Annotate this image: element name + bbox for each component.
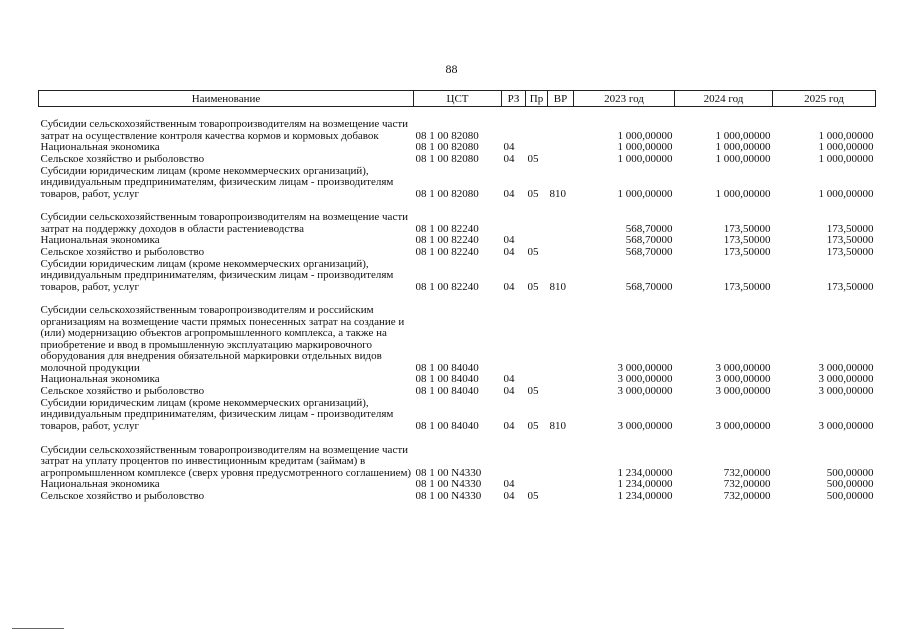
row-2025: 1 000,00000 xyxy=(818,141,874,153)
row-name: Сельское хозяйство и рыболовство xyxy=(40,245,205,258)
row-2023: 568,70000 xyxy=(625,234,673,246)
page-number: 88 xyxy=(445,62,458,76)
row-cst: 08 1 00 82080 xyxy=(415,187,479,200)
row-pr xyxy=(526,200,548,235)
row-name: Сельское хозяйство и рыболовство xyxy=(40,152,205,165)
budget-table xyxy=(38,90,876,502)
row-name: Субсидии юридическим лицам (кроме некоммерческих организаций), индивидуальным предпринимателям, физическим лицам - производителям товаров, работ, услуг xyxy=(40,396,394,432)
row-2024: 3 000,00000 xyxy=(715,373,771,385)
row-pr: 05 xyxy=(527,152,539,165)
row-vr xyxy=(548,386,574,398)
table-row xyxy=(39,293,876,374)
row-2023: 568,70000 xyxy=(625,222,673,235)
row-2024: 732,00000 xyxy=(723,489,771,502)
row-name: Субсидии сельскохозяйственным товаропроизводителям на возмещение части затрат на уплату процентов по инвестиционным кредитам (займам) в агропромышленном комплексе (сверх уровня предусмотренного соглашением) xyxy=(40,443,412,479)
row-2023: 3 000,00000 xyxy=(617,419,673,432)
row-name: Национальная экономика xyxy=(40,478,160,490)
row-name: Субсидии сельскохозяйственным товаропроизводителям и российским организациям на возмещение части прямых понесенных затрат на создание и (или) модернизацию объектов агропромышленного комплекса, а также на приобретение и ввод в промышленную эксплуатацию маркировочного оборудования для внедрения обязательной маркировки отдельных видов молочной продукции xyxy=(40,304,405,374)
row-2025: 173,50000 xyxy=(826,222,874,235)
row-rz: 04 xyxy=(503,373,515,385)
row-name: Национальная экономика xyxy=(40,373,160,385)
row-vr xyxy=(548,293,574,374)
row-cst: 08 1 00 84040 xyxy=(415,361,479,374)
row-vr: 810 xyxy=(549,419,566,432)
row-rz: 04 xyxy=(503,419,515,432)
row-cst: 08 1 00 82080 xyxy=(415,152,479,165)
table-row xyxy=(39,107,876,143)
row-2024: 173,50000 xyxy=(723,245,771,258)
header-vr: ВР xyxy=(548,91,574,107)
row-name: Субсидии сельскохозяйственным товаропроизводителям на возмещение части затрат на осуществление контроля качества кормов и кормовых добавок xyxy=(40,118,409,142)
row-2024: 1 000,00000 xyxy=(715,152,771,165)
table-row xyxy=(39,235,876,247)
table-row xyxy=(39,432,876,479)
row-2024: 1 000,00000 xyxy=(715,187,771,200)
row-cst: 08 1 00 84040 xyxy=(415,384,479,397)
row-2023: 568,70000 xyxy=(625,245,673,258)
row-2024: 1 000,00000 xyxy=(715,141,771,153)
row-2024: 173,50000 xyxy=(723,280,771,293)
row-pr: 05 xyxy=(527,419,539,432)
row-2025: 500,00000 xyxy=(826,478,874,490)
row-cst: 08 1 00 N4330 xyxy=(415,478,482,490)
row-2023: 3 000,00000 xyxy=(617,373,673,385)
row-name: Субсидии юридическим лицам (кроме некоммерческих организаций), индивидуальным предпринимателям, физическим лицам - производителям товаров, работ, услуг xyxy=(40,257,394,293)
row-vr xyxy=(548,432,574,479)
header-cst: ЦСТ xyxy=(414,91,502,107)
row-pr xyxy=(526,432,548,479)
row-pr: 05 xyxy=(527,280,539,293)
table-row xyxy=(39,479,876,491)
row-vr xyxy=(548,374,574,386)
row-2024: 173,50000 xyxy=(723,234,771,246)
row-rz: 04 xyxy=(503,187,515,200)
row-2025: 3 000,00000 xyxy=(818,419,874,432)
row-2024: 173,50000 xyxy=(723,222,771,235)
row-2023: 1 000,00000 xyxy=(617,187,673,200)
row-2024: 3 000,00000 xyxy=(715,384,771,397)
row-pr: 05 xyxy=(527,245,539,258)
row-rz: 04 xyxy=(503,384,515,397)
row-pr xyxy=(526,142,548,154)
row-rz: 04 xyxy=(503,141,515,153)
row-rz: 04 xyxy=(503,280,515,293)
row-rz xyxy=(502,107,526,143)
row-vr: 810 xyxy=(549,280,566,293)
row-2024: 3 000,00000 xyxy=(715,361,771,374)
header-2024: 2024 год xyxy=(675,91,773,107)
row-cst: 08 1 00 82240 xyxy=(415,245,479,258)
table-row xyxy=(39,386,876,398)
row-2023: 3 000,00000 xyxy=(617,384,673,397)
row-rz xyxy=(502,293,526,374)
row-rz xyxy=(502,432,526,479)
row-2025: 500,00000 xyxy=(826,466,874,479)
row-cst: 08 1 00 82240 xyxy=(415,234,479,246)
row-pr: 05 xyxy=(527,384,539,397)
row-pr: 05 xyxy=(527,489,539,502)
row-vr xyxy=(548,491,574,503)
row-vr xyxy=(548,154,574,166)
row-cst: 08 1 00 82240 xyxy=(415,280,479,293)
row-2025: 173,50000 xyxy=(826,234,874,246)
row-cst: 08 1 00 84040 xyxy=(415,419,479,432)
table-header-row xyxy=(39,91,876,107)
row-vr xyxy=(548,200,574,235)
row-2024: 1 000,00000 xyxy=(715,129,771,142)
row-pr xyxy=(526,235,548,247)
row-2023: 1 000,00000 xyxy=(617,141,673,153)
row-pr xyxy=(526,479,548,491)
row-name: Субсидии юридическим лицам (кроме некоммерческих организаций), индивидуальным предпринимателям, физическим лицам - производителям товаров, работ, услуг xyxy=(40,164,394,200)
table-row xyxy=(39,200,876,235)
row-vr xyxy=(548,235,574,247)
row-pr xyxy=(526,374,548,386)
row-name: Сельское хозяйство и рыболовство xyxy=(40,489,205,502)
row-2025: 1 000,00000 xyxy=(818,187,874,200)
row-vr xyxy=(548,142,574,154)
row-rz: 04 xyxy=(503,489,515,502)
row-name: Сельское хозяйство и рыболовство xyxy=(40,384,205,397)
table-row xyxy=(39,491,876,503)
header-rz: РЗ xyxy=(502,91,526,107)
header-name: Наименование xyxy=(39,91,414,107)
row-2023: 1 234,00000 xyxy=(617,489,673,502)
row-name: Национальная экономика xyxy=(40,234,160,246)
row-pr xyxy=(526,107,548,143)
row-2024: 732,00000 xyxy=(723,466,771,479)
table-row xyxy=(39,374,876,386)
row-2025: 173,50000 xyxy=(826,245,874,258)
row-2025: 3 000,00000 xyxy=(818,361,874,374)
table-row xyxy=(39,154,876,166)
table-row xyxy=(39,165,876,200)
row-pr xyxy=(526,293,548,374)
row-cst: 08 1 00 84040 xyxy=(415,373,479,385)
header-pr: Пр xyxy=(526,91,548,107)
row-2023: 1 000,00000 xyxy=(617,152,673,165)
row-pr: 05 xyxy=(527,187,539,200)
table-row xyxy=(39,258,876,293)
row-cst: 08 1 00 82240 xyxy=(415,222,479,235)
table-row xyxy=(39,142,876,154)
row-vr xyxy=(548,479,574,491)
header-2023: 2023 год xyxy=(574,91,675,107)
row-2024: 732,00000 xyxy=(723,478,771,490)
row-2023: 1 234,00000 xyxy=(617,478,673,490)
row-name: Субсидии сельскохозяйственным товаропроизводителям на возмещение части затрат на поддержку доходов в области растениеводства xyxy=(40,211,409,235)
row-name: Национальная экономика xyxy=(40,141,160,153)
row-vr xyxy=(548,107,574,143)
row-2025: 500,00000 xyxy=(826,489,874,502)
row-2025: 1 000,00000 xyxy=(818,152,874,165)
row-2025: 3 000,00000 xyxy=(818,373,874,385)
table-row xyxy=(39,397,876,432)
footer-divider xyxy=(12,628,64,629)
header-2025: 2025 год xyxy=(773,91,876,107)
row-cst: 08 1 00 82080 xyxy=(415,141,479,153)
row-rz: 04 xyxy=(503,152,515,165)
table-row xyxy=(39,247,876,259)
row-cst: 08 1 00 N4330 xyxy=(415,489,482,502)
row-rz: 04 xyxy=(503,245,515,258)
row-2023: 3 000,00000 xyxy=(617,361,673,374)
row-2025: 3 000,00000 xyxy=(818,384,874,397)
row-2023: 1 234,00000 xyxy=(617,466,673,479)
row-vr xyxy=(548,247,574,259)
row-rz: 04 xyxy=(503,234,515,246)
row-2025: 1 000,00000 xyxy=(818,129,874,142)
row-2024: 3 000,00000 xyxy=(715,419,771,432)
row-cst: 08 1 00 N4330 xyxy=(415,466,482,479)
row-cst: 08 1 00 82080 xyxy=(415,129,479,142)
row-2023: 1 000,00000 xyxy=(617,129,673,142)
row-2025: 173,50000 xyxy=(826,280,874,293)
row-rz: 04 xyxy=(503,478,515,490)
row-vr: 810 xyxy=(549,187,566,200)
row-2023: 568,70000 xyxy=(625,280,673,293)
row-rz xyxy=(502,200,526,235)
